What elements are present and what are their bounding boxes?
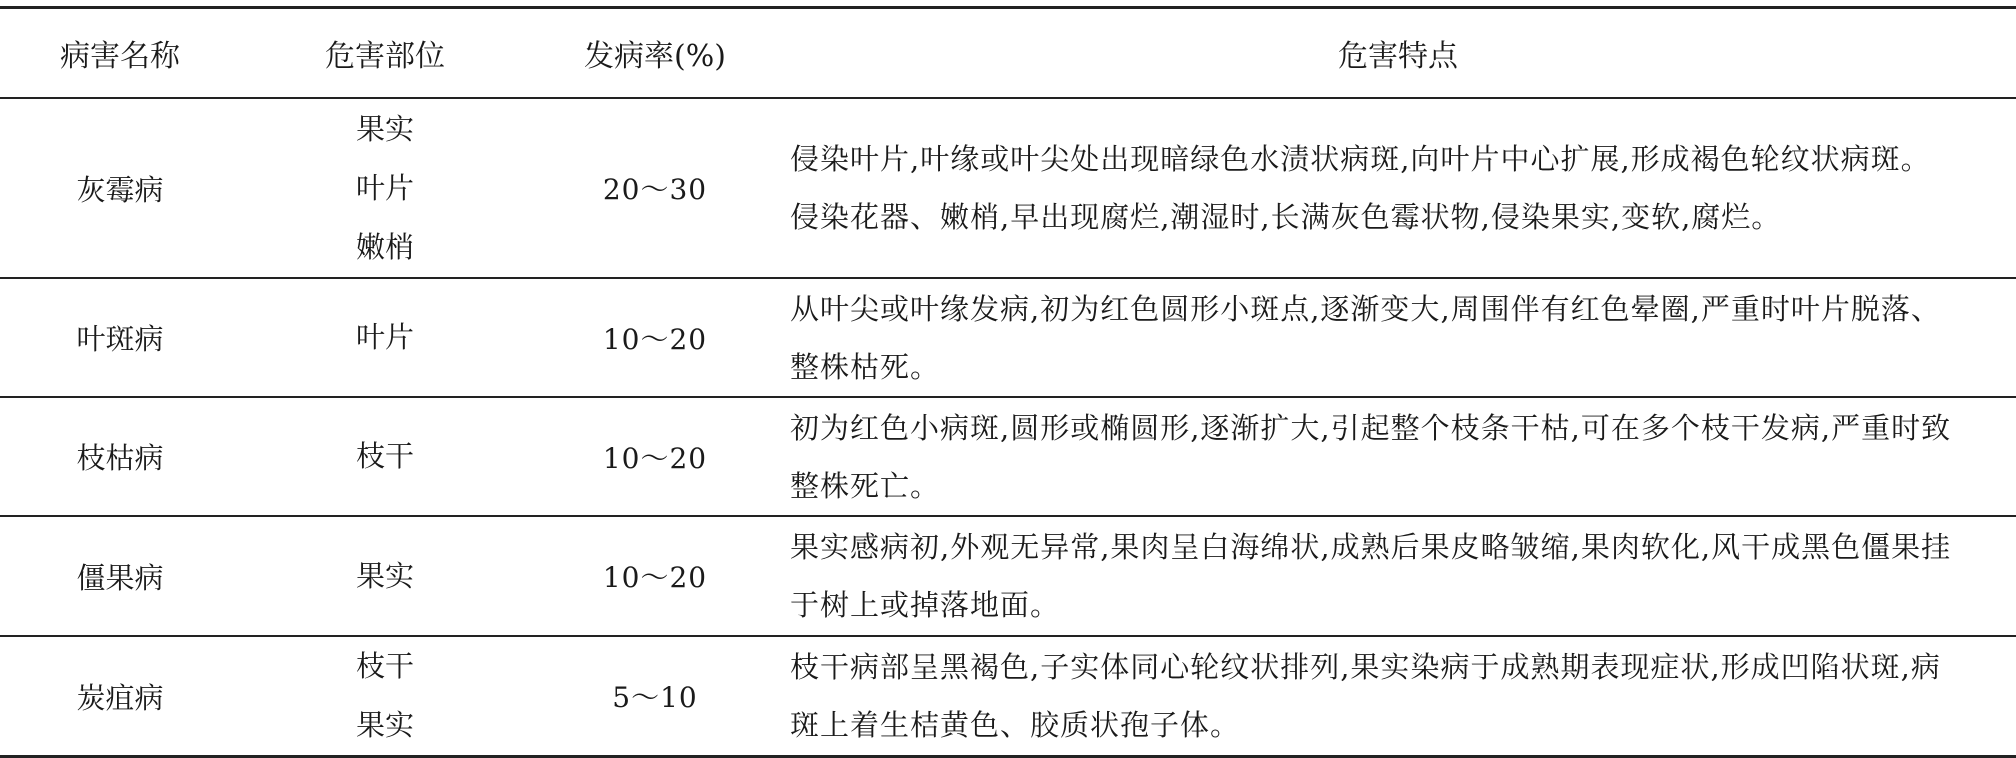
damage-part-item: 果实 [355,558,414,593]
disease-name: 叶斑病 [76,322,164,356]
disease-name: 炭疽病 [76,680,164,715]
damage-part-item: 叶片 [355,170,414,205]
table-body [0,98,2016,757]
disease-name: 灰霉病 [76,172,164,207]
table-row [0,636,2016,757]
damage-description: 初为红色小病斑,圆形或椭圆形,逐渐扩大,引起整个枝条干枯,可在多个枝干发病,严重时致整株死亡。 [790,410,1952,503]
table-header [0,8,2016,99]
damage-description: 侵染叶片,叶缘或叶尖处出现暗绿色水渍状病斑,向叶片中心扩展,形成褐色轮纹状病斑。侵染花器、嫩梢,早出现腐烂,潮湿时,长满灰色霉状物,侵染果实,变软,腐烂。 [790,142,1931,234]
incidence-rate: 10～20 [602,322,708,356]
damage-part-item: 枝干 [355,649,414,683]
incidence-rate: 5～10 [612,681,698,714]
disease-table [0,6,2016,758]
damage-part-item: 叶片 [355,320,414,354]
damage-part [240,516,530,636]
damage-description: 从叶尖或叶缘发病,初为红色圆形小斑点,逐渐变大,周围伴有红色晕圈,严重时叶片脱落、整株枯死。 [790,291,1941,384]
damage-description: 果实感病初,外观无异常,果肉呈白海绵状,成熟后果皮略皱缩,果肉软化,风干成黑色僵果挂于树上或掉落地面。 [790,530,1952,622]
damage-description: 枝干病部呈黑褐色,子实体同心轮纹状排列,果实染病于成熟期表现症状,形成凹陷状斑,病斑上着生桔黄色、胶质状孢子体。 [790,650,1941,742]
damage-part-item: 果实 [355,111,414,146]
damage-part [240,636,530,757]
damage-part [240,278,530,397]
table-row [0,98,2016,278]
header-row [0,8,2016,99]
damage-part [240,98,530,278]
header-damage-part: 危害部位 [325,39,445,74]
header-damage-features: 危害特点 [1338,39,1458,74]
table-row [0,516,2016,636]
disease-name: 僵果病 [76,560,164,595]
damage-part [240,397,530,516]
damage-part-item: 枝干 [355,439,414,473]
table-row [0,278,2016,397]
header-disease-name: 病害名称 [60,39,180,74]
damage-part-item: 嫩梢 [355,229,414,264]
damage-part-item: 果实 [355,708,414,742]
table-row [0,397,2016,516]
incidence-rate: 10～20 [602,561,708,594]
incidence-rate: 20～30 [602,173,708,206]
header-incidence-rate: 发病率(%) [584,39,726,74]
disease-name: 枝枯病 [76,441,164,475]
incidence-rate: 10～20 [602,441,708,475]
